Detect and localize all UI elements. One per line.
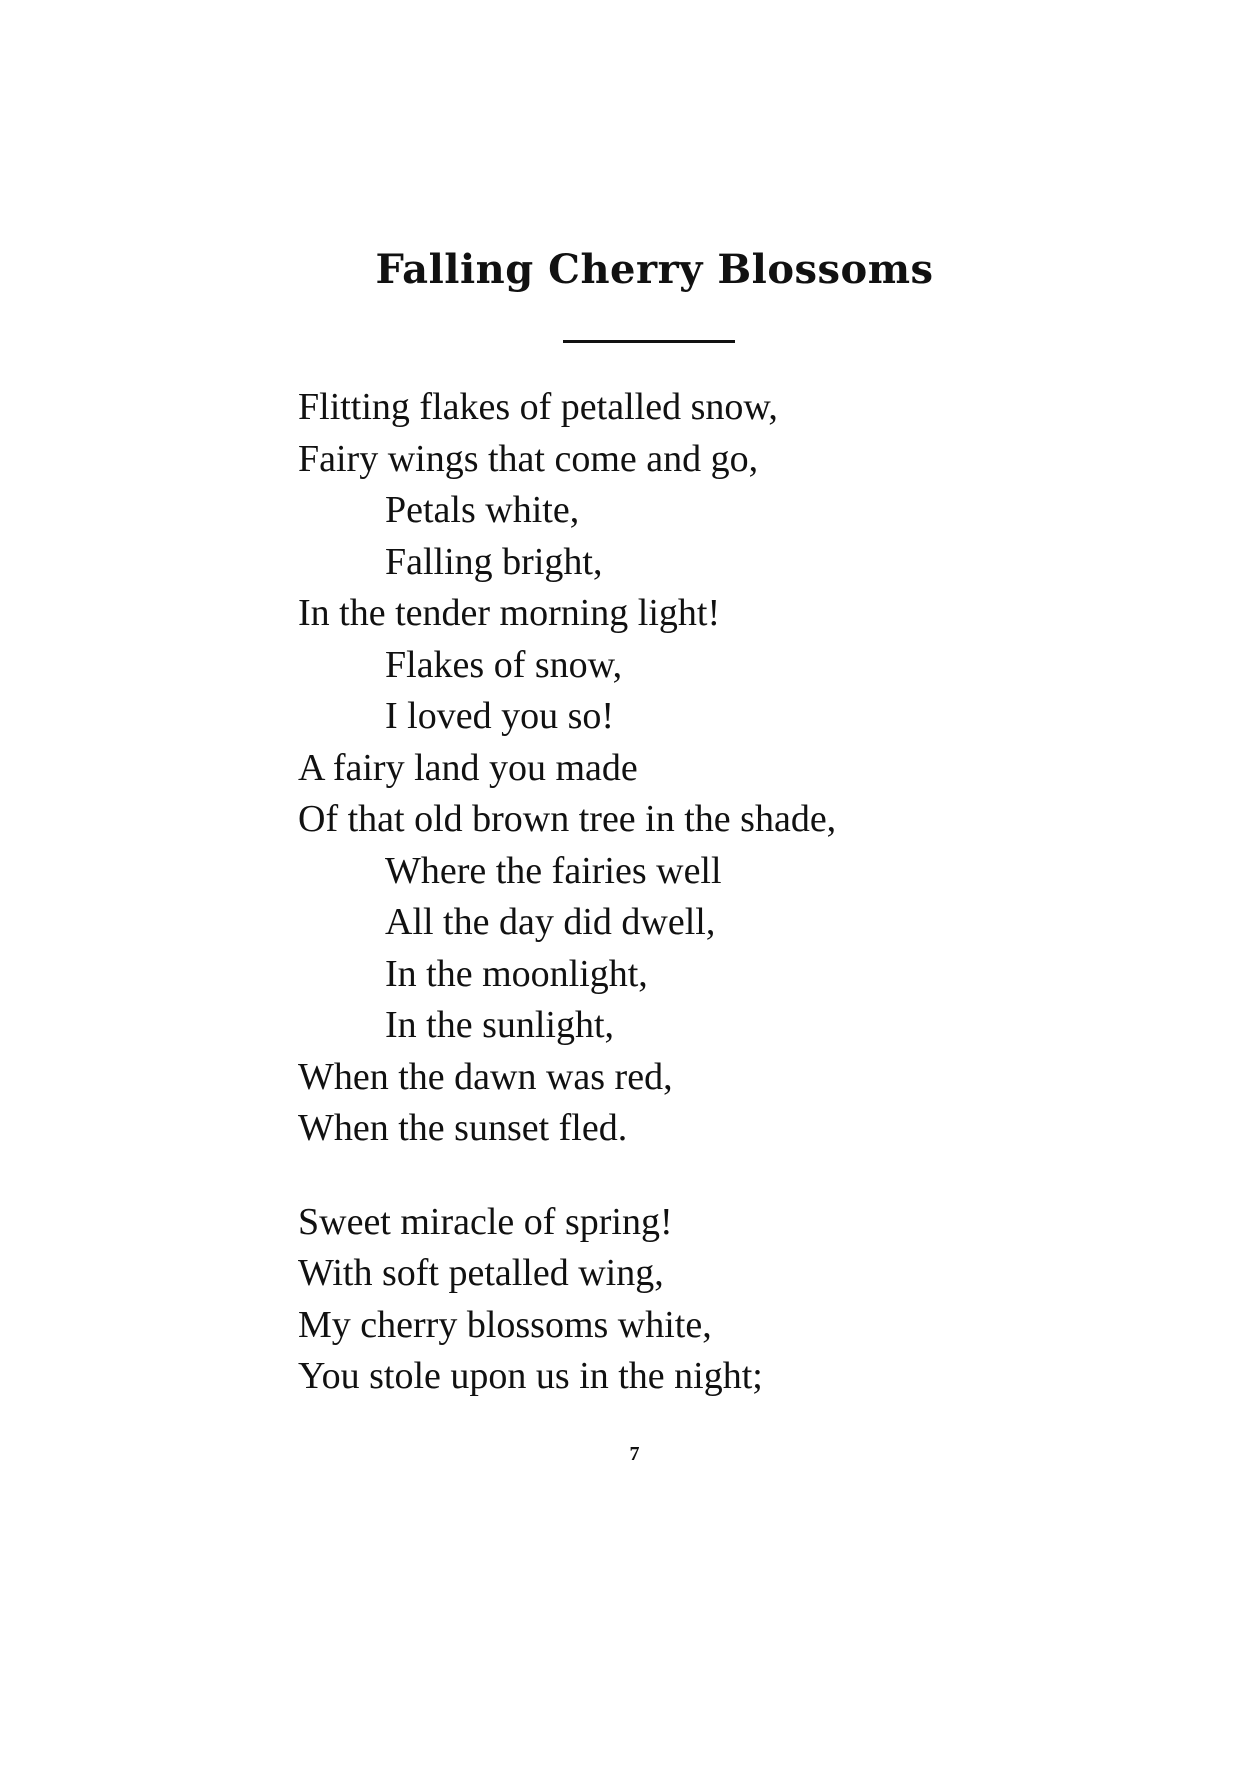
page-number: 7 [629,1443,640,1465]
poem-line: A fairy land you made [298,746,638,789]
poem-line: Sweet miracle of spring! [298,1200,673,1243]
stanza-1 [298,382,1018,1155]
poem-body [298,382,1018,1403]
poem-line: When the sunset fled. [298,1107,628,1149]
title-divider [563,340,735,343]
poem-line: Flitting flakes of petalled snow, [298,386,778,428]
poem-title: Falling Cherry Blossoms [375,246,934,293]
poem-line: With soft petalled wing, [298,1252,664,1294]
poem-line: When the dawn was red, [298,1055,673,1098]
stanza-2 [298,1197,1018,1403]
poem-line: My cherry blossoms white, [298,1303,712,1346]
stanza-break [298,1155,1018,1197]
poem-line: Falling bright, [385,540,603,583]
poem-line: In the tender morning light! [298,592,721,634]
poem-line: I loved you so! [385,695,615,737]
poem-line: All the day did dwell, [385,901,716,943]
poem-line: In the sunlight, [385,1004,615,1046]
poem-line: Where the fairies well [385,849,722,892]
poem-line: Flakes of snow, [385,643,623,686]
poem-line: Fairy wings that come and go, [298,437,759,480]
poem-line: You stole upon us in the night; [298,1355,763,1397]
poem-line: Of that old brown tree in the shade, [298,798,837,840]
poem-line: In the moonlight, [385,952,648,995]
poem-line: Petals white, [385,489,580,531]
